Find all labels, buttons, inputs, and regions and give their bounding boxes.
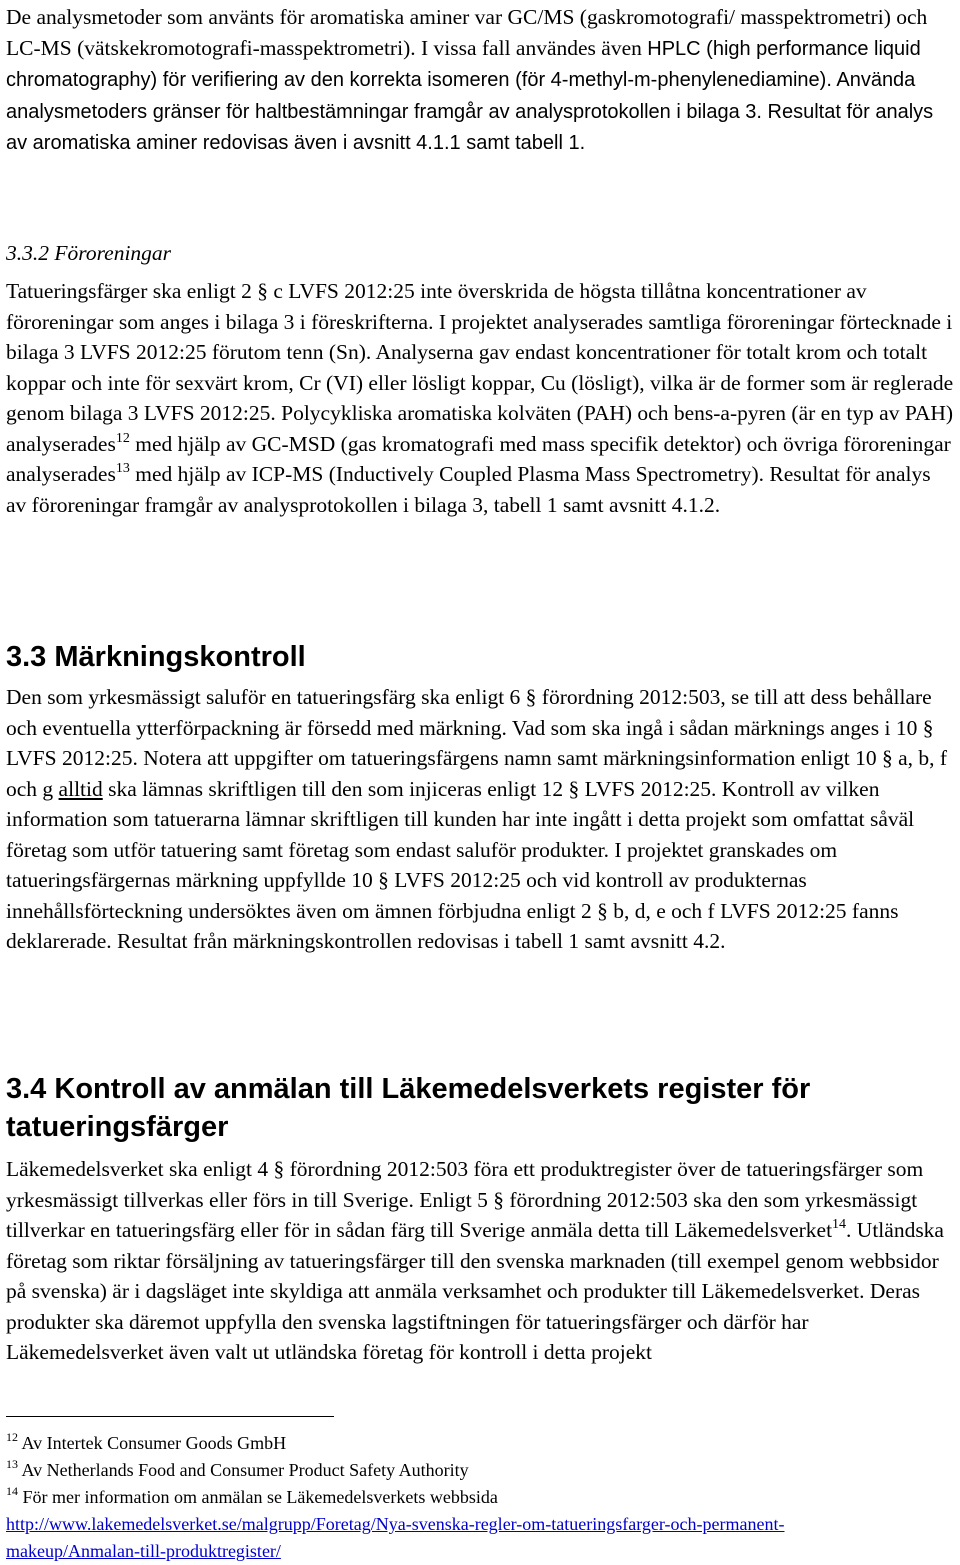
footnote-number: 14 — [6, 1484, 18, 1498]
paragraph-labelling-control — [6, 682, 956, 957]
paragraph-text: Läkemedelsverket ska enligt 4 § förordning 2012:503 föra ett produktregister över de tatueringsfärger som yrkesmässigt tillverkas eller förs in till Sverige. Enligt 5 § förordning 2012:503 ska den som yrkesmässigt tillverkar en tatueringsfärg eller för in sådan färg till Sverige anmäla detta till Läkemedelsverket — [6, 1157, 924, 1242]
paragraph-contaminants — [6, 276, 956, 520]
footnote-text: Av Intertek Consumer Goods GmbH — [18, 1433, 287, 1453]
underlined-word: alltid — [58, 776, 103, 801]
footnote-text: För mer information om anmälan se Läkemedelsverkets webbsida — [18, 1487, 498, 1507]
footnote-13 — [6, 1457, 956, 1484]
footnote-text: Av Netherlands Food and Consumer Product Safety Authority — [18, 1460, 469, 1480]
footnote-ref-13[interactable]: 13 — [115, 461, 130, 476]
section-heading-3-3-2: 3.3.2 Föroreningar — [6, 241, 172, 265]
register-link[interactable]: http://www.lakemedelsverket.se/malgrupp/Foretag/Nya-svenska-regler-om-tatueringsfarger-och-permanent-makeup/Anmalan-till-produktregister/ — [6, 1514, 785, 1561]
paragraph-text: med hjälp av GC-MSD (gas kromatografi med mass specifik detektor) och övriga föroreningar analyserades — [6, 431, 951, 486]
paragraph-text-serif: De analysmetoder som använts för aromatiska aminer var GC/MS (gaskromotografi/ masspektrometri) och LC-MS (vätskekromotografi-masspektrometri). I vissa fall användes även — [6, 5, 928, 60]
paragraph-text: Den som yrkesmässigt saluför en tatueringsfärg ska enligt 6 § förordning 2012:503, se till att dess behållare och eventuella ytterförpackning är försedd med märkning. Vad som ska ingå i sådan märknings anges i 10 § LVFS 2012:25. Notera att uppgifter om tatueringsfärgens namn samt märkningsinformation enligt 10 § a, b, f och g — [6, 685, 948, 801]
footnote-ref-14[interactable]: 14 — [832, 1217, 847, 1232]
paragraph-text: ska lämnas skriftligen till den som injiceras enligt 12 § LVFS 2012:25. Kontroll av vilken information som tatuerarna lämnar skriftligen till kunden har inte ingått i detta projekt som omfattat såväl företag som utför tatuering samt företag som endast saluför produkter. I projektet granskades om tatueringsfärgernas märkning uppfyllde 10 § LVFS 2012:25 och vid kontroll av produkternas innehållsförteckning undersöktes även om ämnen förbjudna enligt 2 § b, d, e och f LVFS 2012:25 fanns deklarerade. Resultat från märkningskontrollen redovisas i tabell 1 samt avsnitt 4.2. — [6, 776, 915, 953]
footnote-number: 13 — [6, 1457, 18, 1471]
paragraph-text: Tatueringsfärger ska enligt 2 § c LVFS 2012:25 inte överskrida de högsta tillåtna koncentrationer av föroreningar som anges i bilaga 3 i föreskrifterna. I projektet analyserades samtliga föroreningar förtecknade i bilaga 3 LVFS 2012:25 förutom tenn (Sn). Analyserna gav endast koncentrationer för totalt krom och totalt koppar och inte för sexvärt krom, Cr (VI) eller lösligt koppar, Cu (lösligt), vilka är de former som är reglerade genom bilaga 3 LVFS 2012:25. Polycykliska aromatiska kolväten (PAH) och bens-a-pyren (är en typ av PAH) analyserades — [6, 279, 954, 456]
footnote-14 — [6, 1484, 956, 1511]
paragraph-text: . Utländska företag som riktar försäljning av tatueringsfärger till den svenska marknaden (till exempel genom webbsidor på svenska) är i dagsläget inte skyldiga att anmäla verksamhet och produkter till Läkemedelsverket. Deras produkter ska däremot uppfylla den svenska lagstiftningen för tatueringsfärger och därför har Läkemedelsverket även valt ut utländska företag för kontroll i detta projekt — [6, 1218, 944, 1364]
footnote-divider — [6, 1416, 334, 1417]
section-heading-3-4: 3.4 Kontroll av anmälan till Läkemedelsverkets register för tatueringsfärger — [6, 1073, 811, 1143]
paragraph-register-control — [6, 1154, 956, 1368]
footnote-ref-12[interactable]: 12 — [115, 430, 130, 446]
paragraph-text: med hjälp av ICP-MS (Inductively Coupled Plasma Mass Spectrometry). Resultat för analys av föroreningar framgår av analysprotokollen i bilaga 3, tabell 1 samt avsnitt 4.1.2. — [6, 462, 931, 517]
paragraph-analysis-methods — [6, 2, 956, 159]
footnote-12 — [6, 1430, 956, 1457]
footnote-number: 12 — [6, 1430, 18, 1444]
paragraph-text-sans: HPLC (high performance liquid chromatography) för verifiering av den korrekta isomeren (för 4-methyl-m-phenylenediamine). Använda analysmetoders gränser för haltbestämningar framgår av analysprotokollen i bilaga 3. Resultat för analys av aromatiska aminer redovisas även i avsnitt 4.1.1 samt tabell 1. — [6, 37, 934, 154]
section-heading-3-3: 3.3 Märkningskontroll — [6, 641, 306, 673]
footnotes — [6, 1430, 956, 1565]
